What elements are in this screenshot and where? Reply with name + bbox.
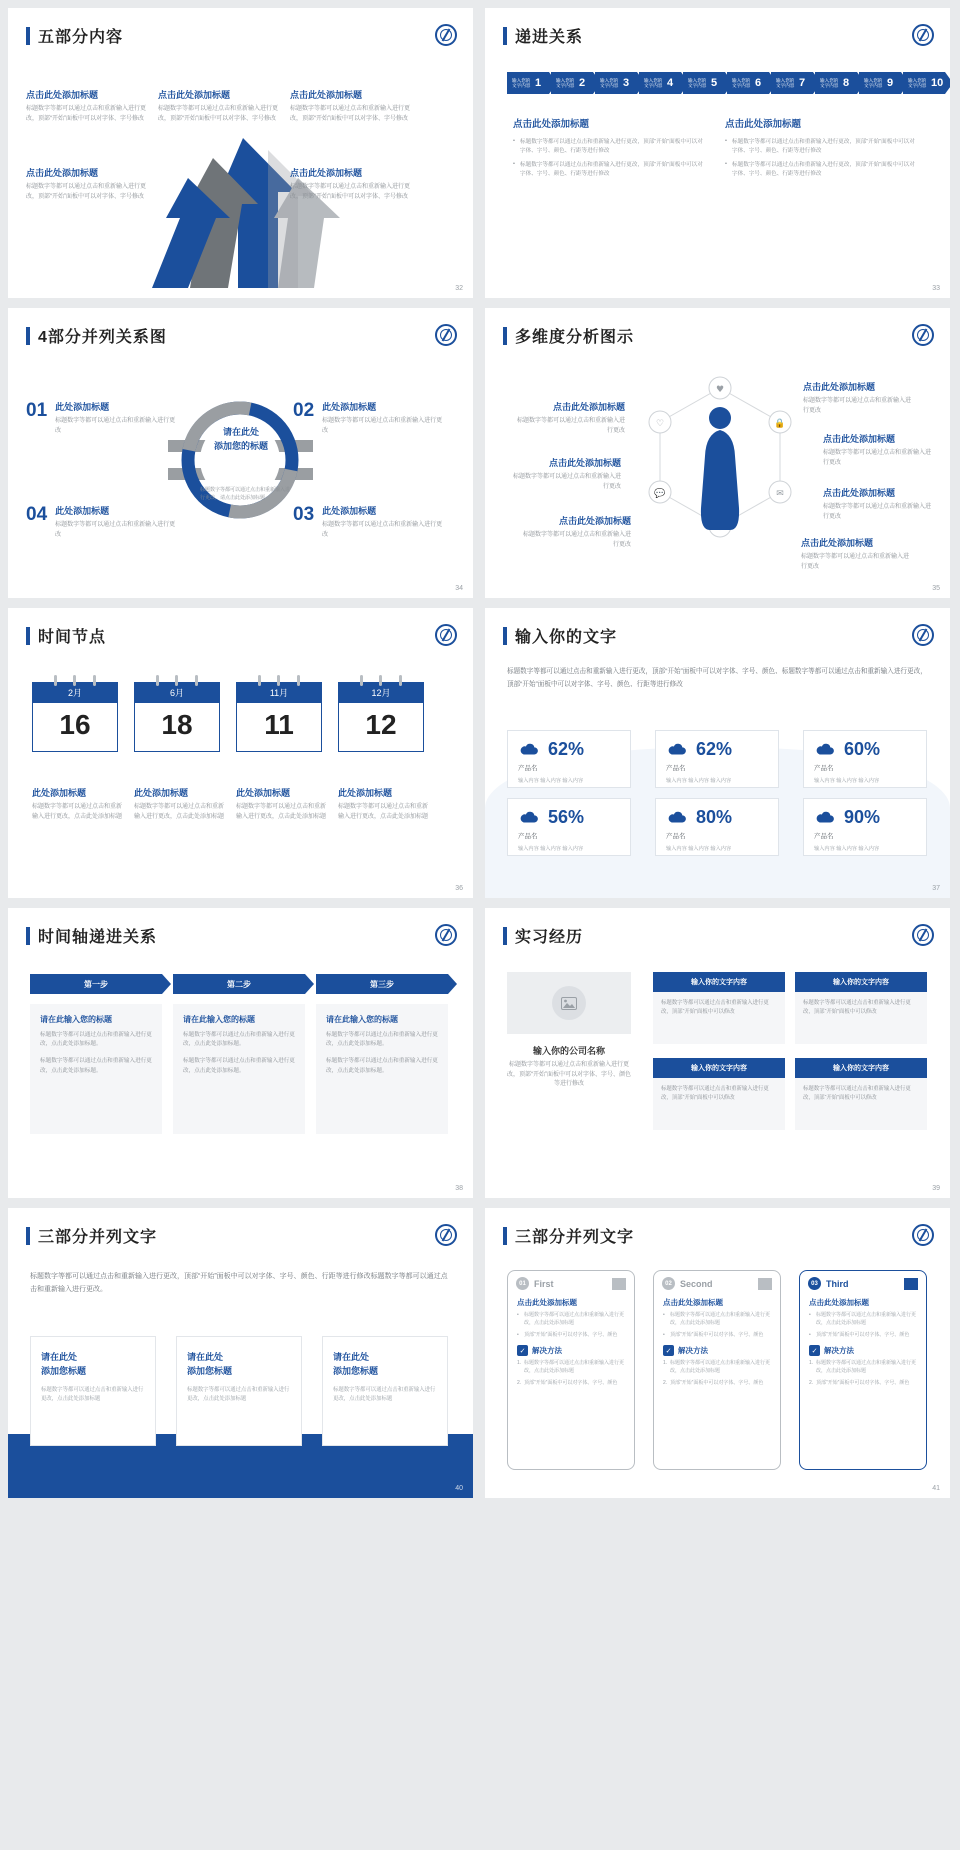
step-column-3: 请在此输入您的标题 标题数字等都可以通过点击和重新输入进行更改，点击此处添加标题。 标题数字等都可以通过点击和重新输入进行更改，点击此处添加标题。 (316, 1004, 448, 1134)
check-icon: ✓ (663, 1345, 674, 1356)
numbered-card-1[interactable]: 01 First 点击此处添加标题 • 标题数字等都可以通过点击和重新输入进行更改，点击此处添加标题 • 顶部“开始”面板中可以对字体、字号、颜色 ✓ 解决方法 标题数字等都可以通过点击和重新输入进行更改，点击此处添加标题 顶部“开始”面板中可以对字体、字号、颜色 (507, 1270, 635, 1470)
experience-card-2[interactable]: 输入你的文字内容 标题数字等都可以通过点击和重新输入进行更改，顶部“开始”面板中可以修改 (795, 972, 927, 1044)
card-name: Third (826, 1278, 849, 1289)
calendar-card-1[interactable] (32, 682, 118, 752)
item-02: 02 此处添加标题 标题数字等都可以通过点击和重新输入进行更改 (293, 400, 443, 434)
slide-33[interactable] (485, 8, 950, 298)
calendar-month: 2月 (32, 682, 118, 703)
calendar-day: 11 (236, 703, 322, 752)
experience-card-1[interactable]: 输入你的文字内容 标题数字等都可以通过点击和重新输入进行更改，顶部“开始”面板中可以修改 (653, 972, 785, 1044)
title-accent-bar (503, 627, 507, 645)
title-accent-bar (503, 327, 507, 345)
step-column-2: 请在此输入您的标题 标题数字等都可以通过点击和重新输入进行更改，点击此处添加标题。 标题数字等都可以通过点击和重新输入进行更改，点击此处添加标题。 (173, 1004, 305, 1134)
calendar-rings (32, 675, 118, 686)
slide-title: 实习经历 (485, 908, 950, 947)
brand-logo-icon (435, 324, 457, 346)
item-7: 点击此处添加标题 标题数字等都可以通过点击和重新输入进行更改 (522, 516, 631, 548)
brand-logo-icon (435, 924, 457, 946)
calendar-month: 11月 (236, 682, 322, 703)
slide-title: 五部分内容 (8, 8, 473, 47)
lead-paragraph: 标题数字等都可以通过点击和重新输入进行更改，顶部“开始”面板中可以对字体、字号、颜色、标题数字等都可以通过点击和重新输入进行更改，顶部“开始”面板中可以对字体、字号、颜色、行距等进行修改 (507, 668, 927, 688)
item-03: 03 此处添加标题 标题数字等都可以通过点击和重新输入进行更改 (293, 504, 443, 538)
title-accent-bar (26, 627, 30, 645)
calendar-month: 12月 (338, 682, 424, 703)
slide-40[interactable] (8, 1208, 473, 1498)
svg-text:💬: 💬 (654, 489, 666, 499)
card-badge: 01 (516, 1277, 529, 1290)
slide-title: 时间轴递进关系 (8, 908, 473, 947)
chevron-step[interactable]: 输入您的文字内容 7 (771, 72, 813, 94)
experience-card-3[interactable]: 输入你的文字内容 标题数字等都可以通过点击和重新输入进行更改，顶部“开始”面板中可以修改 (653, 1058, 785, 1130)
text-card-2[interactable]: 请在此处 添加您标题 标题数字等都可以通过点击和重新输入进行更改，点击此处添加标题 (176, 1336, 302, 1446)
image-placeholder[interactable] (507, 972, 631, 1034)
chevron-step[interactable]: 输入您的文字内容 9 (859, 72, 901, 94)
calendar-caption-1: 此处添加标题 标题数字等都可以通过点击和重新输入进行更改，点击此处添加标题 (32, 788, 123, 820)
check-icon: ✓ (517, 1345, 528, 1356)
chevron-step[interactable]: 输入您的文字内容 5 (683, 72, 725, 94)
page-number: 40 (455, 1485, 463, 1492)
numbered-card-3[interactable]: 03 Third 点击此处添加标题 • 标题数字等都可以通过点击和重新输入进行更改，点击此处添加标题 • 顶部“开始”面板中可以对字体、字号、颜色 ✓ 解决方法 标题数字等都可以通过点击和重新输入进行更改，点击此处添加标题 顶部“开始”面板中可以对字体、字号、颜色 (799, 1270, 927, 1470)
calendar-caption-3: 此处添加标题 标题数字等都可以通过点击和重新输入进行更改，点击此处添加标题 (236, 788, 327, 820)
item-4: 点击此处添加标题 标题数字等都可以通过点击和重新输入进行更改 (801, 538, 910, 570)
arrow-graphic (118, 132, 368, 292)
content-block-left: 点击此处添加标题 • 标题数字等都可以通过点击和重新输入进行更改，顶部“开始”面板中可以对字体、字号、颜色、行距等进行修改 • 标题数字等都可以通过点击和重新输入进行更改，顶部“开始”面板中可以对字体、字号、颜色、行距等进行修改 (513, 116, 703, 185)
title-accent-bar (503, 1227, 507, 1245)
step-1[interactable]: 第一步 (30, 974, 162, 994)
ring-center-label: 请在此处 添加您的标题 (213, 427, 268, 451)
chevron-step[interactable]: 输入您的文字内容 6 (727, 72, 769, 94)
brand-logo-icon (435, 1224, 457, 1246)
page-number: 34 (455, 585, 463, 592)
svg-text:✉: ✉ (776, 489, 784, 499)
page-number: 35 (932, 585, 940, 592)
calendar-day: 18 (134, 703, 220, 752)
clipboard-icon (758, 1278, 772, 1290)
card-title: 请在此处 添加您标题 (41, 1352, 87, 1376)
page-number: 41 (932, 1485, 940, 1492)
ring-center-note: 标题数字等都可以通过点击和重新输入进行更改，请点击此处添加标题 (200, 487, 291, 501)
calendar-day: 16 (32, 703, 118, 752)
calendar-month: 6月 (134, 682, 220, 703)
chevron-step[interactable]: 输入您的文字内容 2 (551, 72, 593, 94)
brand-logo-icon (435, 24, 457, 46)
content-block-right: 点击此处添加标题 • 标题数字等都可以通过点击和重新输入进行更改，顶部“开始”面板中可以对字体、字号、颜色、行距等进行修改 • 标题数字等都可以通过点击和重新输入进行更改，顶部“开始”面板中可以对字体、字号、颜色、行距等进行修改 (725, 116, 915, 185)
slide-title: 4部分并列关系图 (8, 308, 473, 347)
content-block-1: 点击此处添加标题 标题数字等都可以通过点击和重新输入进行更改，顶部“开始”面板中可以对字体、字号修改 (26, 90, 147, 122)
page-number: 33 (932, 285, 940, 292)
slide-39[interactable] (485, 908, 950, 1198)
stat-card-2[interactable]: 62% 产品名 输入内容 输入内容 输入内容 (655, 730, 779, 788)
card-badge: 02 (662, 1277, 675, 1290)
item-2: 点击此处添加标题 标题数字等都可以通过点击和重新输入进行更改 (823, 434, 932, 466)
chevron-steps (507, 72, 945, 94)
slide-title: 三部分并列文字 (485, 1208, 950, 1247)
step-2[interactable]: 第二步 (173, 974, 305, 994)
clipboard-icon (612, 1278, 626, 1290)
chevron-step[interactable]: 输入您的文字内容 3 (595, 72, 637, 94)
title-accent-bar (26, 927, 30, 945)
slide-36[interactable] (8, 608, 473, 898)
slide-32[interactable] (8, 8, 473, 298)
chevron-step[interactable]: 输入您的文字内容 4 (639, 72, 681, 94)
page-number: 37 (932, 885, 940, 892)
title-accent-bar (26, 327, 30, 345)
experience-card-4[interactable]: 输入你的文字内容 标题数字等都可以通过点击和重新输入进行更改，顶部“开始”面板中可以修改 (795, 1058, 927, 1130)
item-6: 点击此处添加标题 标题数字等都可以通过点击和重新输入进行更改 (512, 458, 621, 490)
chevron-step[interactable]: 输入您的文字内容 8 (815, 72, 857, 94)
stat-card-4[interactable]: 56% 产品名 输入内容 输入内容 输入内容 (507, 798, 631, 856)
slide-title: 时间节点 (8, 608, 473, 647)
slide-title: 多维度分析图示 (485, 308, 950, 347)
slide-title: 三部分并列文字 (8, 1208, 473, 1247)
item-3: 点击此处添加标题 标题数字等都可以通过点击和重新输入进行更改 (823, 488, 932, 520)
text-card-3[interactable]: 请在此处 添加您标题 标题数字等都可以通过点击和重新输入进行更改，点击此处添加标题 (322, 1336, 448, 1446)
title-accent-bar (26, 1227, 30, 1245)
item-01: 01 此处添加标题 标题数字等都可以通过点击和重新输入进行更改 (26, 400, 176, 434)
calendar-caption-4: 此处添加标题 标题数字等都可以通过点击和重新输入进行更改，点击此处添加标题 (338, 788, 429, 820)
calendar-day: 12 (338, 703, 424, 752)
card-name: Second (680, 1278, 713, 1289)
slide-title: 输入你的文字 (485, 608, 950, 647)
calendar-caption-2: 此处添加标题 标题数字等都可以通过点击和重新输入进行更改，点击此处添加标题 (134, 788, 225, 820)
slide-title: 递进关系 (485, 8, 950, 47)
check-icon: ✓ (809, 1345, 820, 1356)
calendar-card-4[interactable] (338, 682, 424, 752)
stat-card-6[interactable]: 90% 产品名 输入内容 输入内容 输入内容 (803, 798, 927, 856)
brand-logo-icon (912, 624, 934, 646)
text-card-1[interactable]: 请在此处 添加您标题 标题数字等都可以通过点击和重新输入进行更改，点击此处添加标题 (30, 1336, 156, 1446)
brand-logo-icon (912, 324, 934, 346)
title-accent-bar (503, 27, 507, 45)
brand-logo-icon (912, 1224, 934, 1246)
calendar-rings (236, 675, 322, 686)
stat-card-5[interactable]: 80% 产品名 输入内容 输入内容 输入内容 (655, 798, 779, 856)
step-3[interactable]: 第三步 (316, 974, 448, 994)
page-number: 38 (455, 1185, 463, 1192)
svg-text:♥: ♥ (715, 385, 725, 395)
content-block-4: 点击此处添加标题 标题数字等都可以通过点击和重新输入进行更改，顶部“开始”面板中可以对字体、字号修改 (26, 168, 147, 200)
page-number: 39 (932, 1185, 940, 1192)
svg-text:♡: ♡ (655, 419, 665, 429)
item-1: 点击此处添加标题 标题数字等都可以通过点击和重新输入进行更改 (803, 382, 912, 414)
numbered-card-2[interactable]: 02 Second 点击此处添加标题 • 标题数字等都可以通过点击和重新输入进行更改，点击此处添加标题 • 顶部“开始”面板中可以对字体、字号、颜色 ✓ 解决方法 标题数字等都可以通过点击和重新输入进行更改，点击此处添加标题 顶部“开始”面板中可以对字体、字号、颜色 (653, 1270, 781, 1470)
title-accent-bar (503, 927, 507, 945)
calendar-rings (134, 675, 220, 686)
card-title: 请在此处 添加您标题 (333, 1352, 379, 1376)
page-number: 32 (455, 285, 463, 292)
brand-logo-icon (912, 24, 934, 46)
slide-38[interactable] (8, 908, 473, 1198)
brand-logo-icon (435, 624, 457, 646)
chevron-step[interactable]: 输入您的文字内容 1 (507, 72, 549, 94)
card-badge: 03 (808, 1277, 821, 1290)
calendar-card-2[interactable] (134, 682, 220, 752)
item-04: 04 此处添加标题 标题数字等都可以通过点击和重新输入进行更改 (26, 504, 176, 538)
clipboard-icon (904, 1278, 918, 1290)
calendar-card-3[interactable] (236, 682, 322, 752)
hexagon-diagram (635, 370, 805, 560)
slide-37[interactable] (485, 608, 950, 898)
page-number: 36 (455, 885, 463, 892)
content-block-3: 点击此处添加标题 标题数字等都可以通过点击和重新输入进行更改，顶部“开始”面板中可以对字体、字号修改 (290, 90, 411, 122)
lead-paragraph: 标题数字等都可以通过点击和重新输入进行更改，顶部“开始”面板中可以对字体、字号、颜色、行距等进行修改标题数字等都可以通过点击和重新输入进行更改。 (30, 1273, 448, 1294)
content-block-5: 点击此处添加标题 标题数字等都可以通过点击和重新输入进行更改，顶部“开始”面板中可以对字体、字号修改 (290, 168, 411, 200)
image-placeholder-icon (552, 986, 586, 1020)
title-accent-bar (26, 27, 30, 45)
company-block: 输入你的公司名称 标题数字等都可以通过点击和重新输入进行更改，顶部“开始”面板中可以对字体、字号、颜色等进行修改 (507, 1046, 631, 1088)
ring-diagram (168, 374, 313, 534)
content-block-2: 点击此处添加标题 标题数字等都可以通过点击和重新输入进行更改，顶部“开始”面板中可以对字体、字号修改 (158, 90, 279, 122)
brand-logo-icon (912, 924, 934, 946)
card-name: First (534, 1278, 554, 1289)
calendar-rings (338, 675, 424, 686)
slide-41[interactable] (485, 1208, 950, 1498)
item-5: 点击此处添加标题 标题数字等都可以通过点击和重新输入进行更改 (516, 402, 625, 434)
stat-card-3[interactable]: 60% 产品名 输入内容 输入内容 输入内容 (803, 730, 927, 788)
step-column-1: 请在此输入您的标题 标题数字等都可以通过点击和重新输入进行更改，点击此处添加标题。 标题数字等都可以通过点击和重新输入进行更改，点击此处添加标题。 (30, 1004, 162, 1134)
chevron-step[interactable]: 输入您的文字内容 10 (903, 72, 945, 94)
svg-text:🔒: 🔒 (774, 419, 786, 429)
slide-34[interactable] (8, 308, 473, 598)
slide-35[interactable] (485, 308, 950, 598)
card-title: 请在此处 添加您标题 (187, 1352, 233, 1376)
stat-card-1[interactable]: 62% 产品名 输入内容 输入内容 输入内容 (507, 730, 631, 788)
